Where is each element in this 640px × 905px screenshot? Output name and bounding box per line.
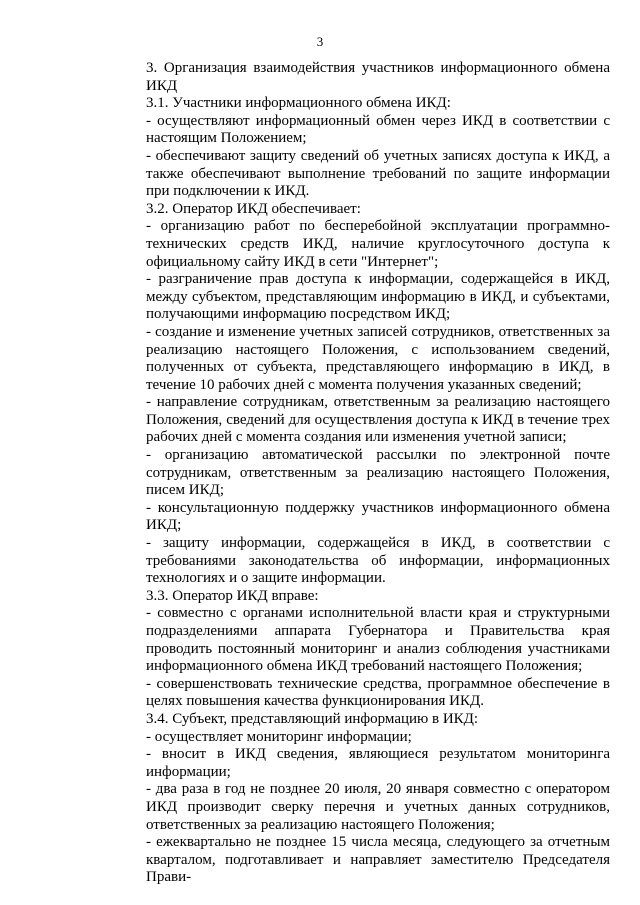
document-body	[146, 60, 610, 887]
list-item: - защиту информации, содержащейся в ИКД, в соответствии с требованиями законодательства об информации, информационных технологиях и о защите информации.	[146, 535, 610, 587]
list-item: - совместно с органами исполнительной власти края и структурными подразделениями аппарата Губернатора и Правительства края проводить постоянный мониторинг и анализ соблюдения участниками информационного обмена ИКД требований настоящего Положения;	[146, 605, 610, 675]
list-item: - осуществляет мониторинг информации;	[146, 728, 412, 745]
list-item: - создание и изменение учетных записей сотрудников, ответственных за реализацию настоящего Положения, с использованием сведений, полученных от субъекта, представляющего информацию в ИКД, в течение 10 рабочих дней с момента получения указанных сведений;	[146, 323, 610, 393]
list-item: - направление сотрудникам, ответственным за реализацию настоящего Положения, сведений для осуществления доступа к ИКД в течение трех рабочих дней с момента создания или изменения учетной записи;	[146, 394, 610, 446]
section-heading: 3. Организация взаимодействия участников информационного обмена ИКД	[146, 60, 610, 94]
list-item: - разграничение прав доступа к информации, содержащейся в ИКД, между субъектом, представляющим информацию в ИКД, и субъектами, получающими информацию посредством ИКД;	[146, 271, 610, 323]
subsection-title: 3.3. Оператор ИКД вправе:	[146, 587, 319, 604]
list-item: - организацию автоматической рассылки по электронной почте сотрудникам, ответственным за реализацию настоящего Положения, писем ИКД;	[146, 447, 610, 499]
list-item: - консультационную поддержку участников информационного обмена ИКД;	[146, 499, 610, 534]
subsection-title: 3.4. Субъект, представляющий информацию в ИКД:	[146, 710, 479, 727]
list-item: - осуществляют информационный обмен через ИКД в соответствии с настоящим Положением;	[146, 112, 610, 147]
subsection-title: 3.1. Участники информационного обмена ИКД:	[146, 95, 451, 112]
list-item: - обеспечивают защиту сведений об учетных записях доступа к ИКД, а также обеспечивают выполнение требований по защите информации при подключении к ИКД.	[146, 147, 610, 200]
subsection-title: 3.2. Оператор ИКД обеспечивает:	[146, 200, 361, 217]
list-item: - организацию работ по бесперебойной эксплуатации программно-технических средств ИКД, наличие круглосуточного доступа к официальному сайту ИКД в сети "Интернет";	[146, 218, 610, 270]
list-item: - два раза в год не позднее 20 июля, 20 января совместно с оператором ИКД производит сверку перечня и учетных данных сотрудников, ответственных за реализацию настоящего Положения;	[146, 781, 610, 833]
list-item: - вносит в ИКД сведения, являющиеся результатом мониторинга информации;	[146, 746, 610, 780]
page-number: 3	[316, 34, 324, 49]
list-item: - ежеквартально не позднее 15 числа месяца, следующего за отчетным кварталом, подготавливает и направляет заместителю Председателя Прави-	[146, 834, 610, 886]
list-item: - совершенствовать технические средства, программное обеспечение в целях повышения качества функционирования ИКД.	[146, 675, 610, 710]
